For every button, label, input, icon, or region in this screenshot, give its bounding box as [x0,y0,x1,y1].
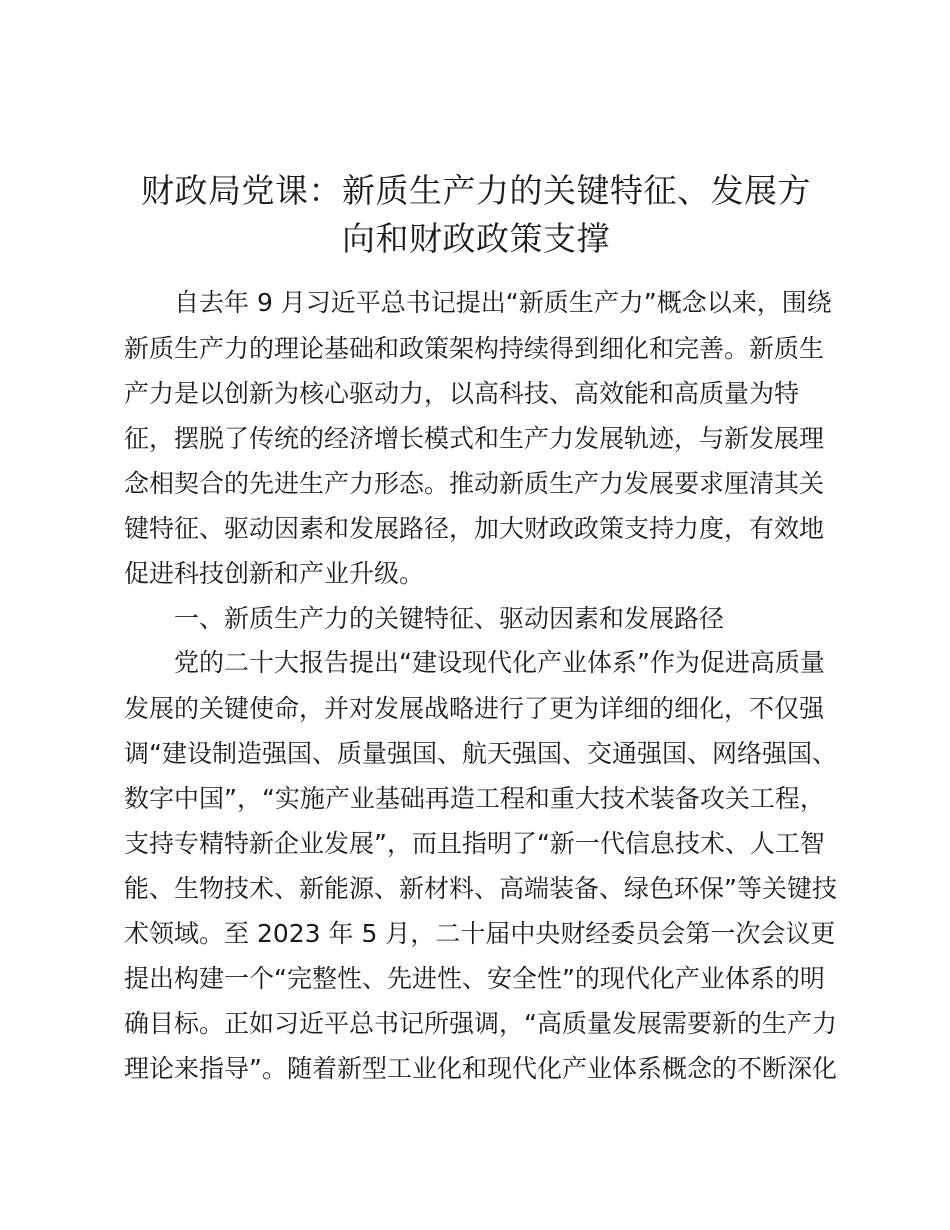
body-line: 征，摆脱了传统的经济增长模式和生产力发展轨迹，与新发展理 [124,424,825,453]
body-line: 理论来指导”。随着新型工业化和现代化产业体系概念的不断深化 [124,1054,837,1083]
body-line: 提出构建一个“完整性、先进性、安全性”的现代化产业体系的明 [124,964,825,993]
body-line: 自去年 9 月习近平总书记提出“新质生产力”概念以来，围绕 [174,288,832,317]
title-line-2: 向和财政政策支撑 [342,219,610,258]
body-line: 术领域。至 2023 年 5 月，二十届中央财经委员会第一次会议更 [124,919,836,948]
section-heading: 一、新质生产力的关键特征、驱动因素和发展路径 [174,604,725,633]
title-line-1: 财政局党课：新质生产力的关键特征、发展方 [141,171,811,210]
body-line: 新质生产力的理论基础和政策架构持续得到细化和完善。新质生 [124,334,825,363]
document-title [124,167,828,263]
body-line: 支持专精特新企业发展”，而且指明了“新一代信息技术、人工智 [124,829,825,858]
body-line: 发展的关键使命，并对发展战略进行了更为详细的细化，不仅强 [124,694,825,723]
body-line: 党的二十大报告提出“建设现代化产业体系”作为促进高质量 [174,648,825,677]
body-line: 确目标。正如习近平总书记所强调，“高质量发展需要新的生产力 [124,1009,837,1038]
body-line: 促进科技创新和产业升级。 [124,559,425,588]
body-line: 能、生物技术、新能源、新材料、高端装备、绿色环保”等关键技 [124,874,837,903]
body-line: 产力是以创新为核心驱动力，以高科技、高效能和高质量为特 [124,379,800,408]
body-line: 调“建设制造强国、质量强国、航天强国、交通强国、网络强国、 [124,739,837,768]
body-line: 键特征、驱动因素和发展路径，加大财政政策支持力度，有效地 [124,514,825,543]
body-line: 念相契合的先进生产力形态。推动新质生产力发展要求厘清其关 [124,469,825,498]
body-line: 数字中国”，“实施产业基础再造工程和重大技术装备攻关工程， [124,784,825,813]
